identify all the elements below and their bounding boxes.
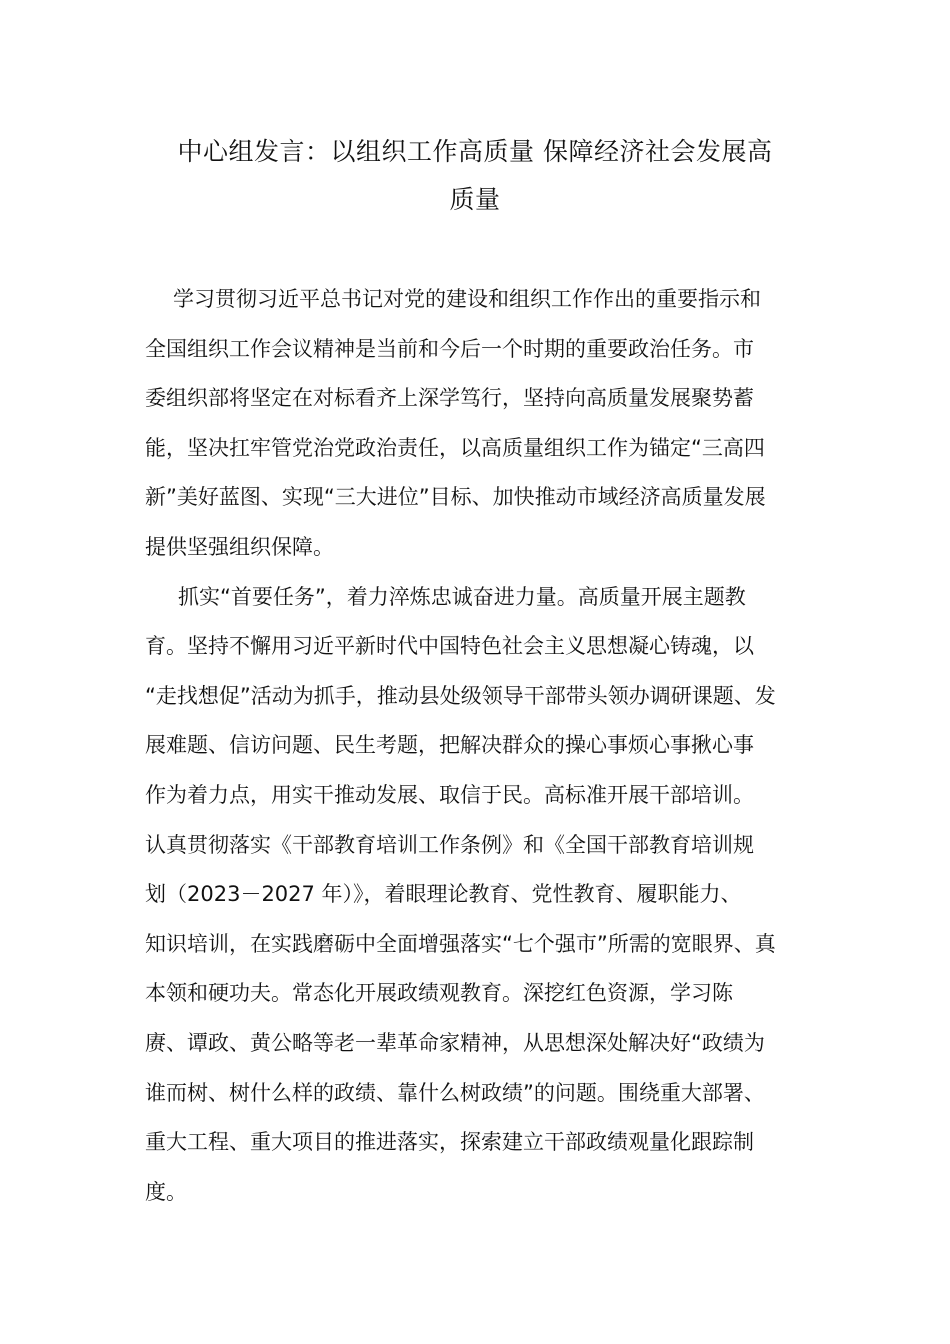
paragraph-2-line: “走找想促”活动为抓手，推动县处级领导干部带头领办调研课题、发	[145, 683, 776, 708]
paragraph-2-line: 度。	[145, 1179, 187, 1204]
paragraph-2-line: 重大工程、重大项目的推进落实，探索建立干部政绩观量化跟踪制	[145, 1130, 754, 1155]
paragraph-2-line: 作为着力点，用实干推动发展、取信于民。高标准开展干部培训。	[145, 782, 754, 807]
title-line-1: 中心组发言：以组织工作高质量 保障经济社会发展高	[177, 137, 773, 166]
paragraph-2-line: 展难题、信访问题、民生考题，把解决群众的操心事烦心事揪心事	[145, 733, 754, 758]
paragraph-1	[145, 275, 807, 573]
paragraph-2-line: 划（2023－2027 年）》，着眼理论教育、党性教育、履职能力、	[145, 882, 742, 907]
paragraph-1-line: 提供坚强组织保障。	[145, 534, 334, 559]
paragraph-1-line: 全国组织工作会议精神是当前和今后一个时期的重要政治任务。市	[145, 336, 754, 361]
paragraph-2-line: 认真贯彻落实《干部教育培训工作条例》和《全国干部教育培训规	[145, 832, 754, 857]
title-line-2: 质量	[449, 185, 501, 214]
paragraph-1-line: 学习贯彻习近平总书记对党的建设和组织工作作出的重要指示和	[173, 287, 761, 311]
paragraph-2	[145, 573, 807, 1218]
paragraph-2-line: 本领和硬功夫。常态化开展政绩观教育。深挖红色资源，学习陈	[145, 981, 733, 1006]
paragraph-2-line: 谁而树、树什么样的政绩、靠什么树政绩”的问题。围绕重大部署、	[145, 1080, 765, 1105]
paragraph-2-line: 抓实“首要任务”，着力淬炼忠诚奋进力量。高质量开展主题教	[178, 584, 746, 609]
document-title	[145, 128, 805, 224]
paragraph-2-line: 赓、谭政、黄公略等老一辈革命家精神，从思想深处解决好“政绩为	[145, 1030, 765, 1055]
paragraph-1-line: 能，坚决扛牢管党治党政治责任，以高质量组织工作为锚定“三高四	[145, 435, 765, 460]
paragraph-1-line: 委组织部将坚定在对标看齐上深学笃行，坚持向高质量发展聚势蓄	[145, 386, 754, 411]
paragraph-1-line: 新”美好蓝图、实现“三大进位”目标、加快推动市域经济高质量发展	[145, 485, 766, 510]
paragraph-2-line: 知识培训，在实践磨砺中全面增强落实“七个强市”所需的宽眼界、真	[145, 931, 776, 956]
document-body	[145, 275, 807, 1217]
paragraph-2-line: 育。坚持不懈用习近平新时代中国特色社会主义思想凝心铸魂，以	[145, 634, 754, 659]
